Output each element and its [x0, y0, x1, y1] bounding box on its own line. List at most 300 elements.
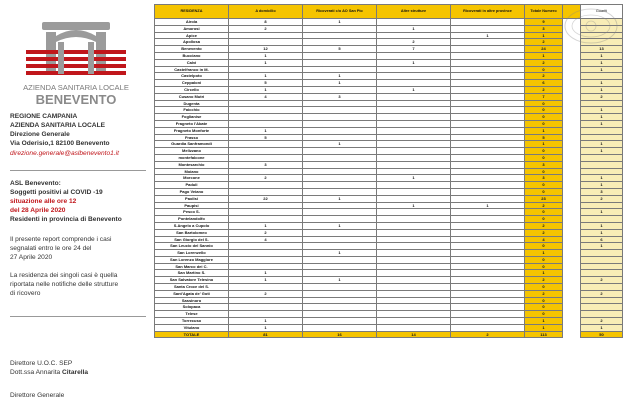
value-cell	[377, 80, 451, 87]
spacer-cell	[563, 284, 581, 291]
value-cell	[229, 304, 303, 311]
value-cell: 2	[451, 331, 525, 338]
value-cell	[377, 148, 451, 155]
table-row	[155, 277, 623, 284]
direzione-label: Direzione Generale	[10, 131, 70, 138]
guariti-cell	[581, 311, 623, 318]
value-cell	[377, 168, 451, 175]
value-cell	[229, 141, 303, 148]
value-cell	[451, 236, 525, 243]
spacer-cell	[563, 161, 581, 168]
residence-cell: San Martino S.	[155, 270, 229, 277]
value-cell: 2	[229, 25, 303, 32]
value-cell	[303, 236, 377, 243]
value-cell	[303, 161, 377, 168]
table-row	[155, 270, 623, 277]
residence-cell: Amorosi	[155, 25, 229, 32]
residence-cell: Morcone	[155, 175, 229, 182]
value-cell	[377, 256, 451, 263]
value-cell	[451, 134, 525, 141]
value-cell: 22	[229, 195, 303, 202]
guariti-cell: 2	[581, 290, 623, 297]
asl-name: AZIENDA SANITARIA LOCALE	[10, 122, 105, 129]
value-cell	[377, 188, 451, 195]
report-note-line-2: segnalati entro le ore 24 del	[10, 245, 92, 252]
value-cell	[377, 324, 451, 331]
value-cell	[377, 222, 451, 229]
table-row	[155, 52, 623, 59]
value-cell	[303, 59, 377, 66]
value-cell	[229, 107, 303, 114]
value-cell	[451, 188, 525, 195]
guariti-cell: 3	[581, 188, 623, 195]
spacer-cell	[563, 311, 581, 318]
value-cell	[303, 243, 377, 250]
value-cell	[303, 284, 377, 291]
logo-text-bottom: BENEVENTO	[35, 92, 117, 107]
value-cell	[451, 175, 525, 182]
value-cell	[377, 297, 451, 304]
table-row	[155, 100, 623, 107]
value-cell	[229, 216, 303, 223]
report-title-2: Soggetti positivi al COVID -19	[10, 189, 103, 196]
value-cell	[377, 93, 451, 100]
value-cell	[229, 148, 303, 155]
value-cell	[229, 182, 303, 189]
value-cell	[303, 270, 377, 277]
value-cell	[377, 229, 451, 236]
guariti-cell: 1	[581, 114, 623, 121]
residence-cell: Frasso	[155, 134, 229, 141]
value-cell	[377, 290, 451, 297]
table-row	[155, 188, 623, 195]
value-cell	[303, 324, 377, 331]
spacer-cell	[563, 195, 581, 202]
table-row	[155, 114, 623, 121]
guariti-cell	[581, 297, 623, 304]
column-header: Guariti	[581, 5, 623, 19]
guariti-cell: 13	[581, 46, 623, 53]
residence-cell: Airola	[155, 19, 229, 26]
value-cell	[303, 120, 377, 127]
value-cell	[377, 263, 451, 270]
total-cell: 1	[525, 324, 563, 331]
spacer-cell	[563, 80, 581, 87]
residence-cell: TOTALE	[155, 331, 229, 338]
value-cell	[451, 148, 525, 155]
residence-cell: San Lorenzo Maggiore	[155, 256, 229, 263]
guariti-cell	[581, 304, 623, 311]
value-cell	[303, 114, 377, 121]
residence-cell: Apice	[155, 32, 229, 39]
value-cell: 1	[377, 86, 451, 93]
value-cell	[451, 318, 525, 325]
guariti-cell: 1	[581, 324, 623, 331]
table-row	[155, 107, 623, 114]
total-cell: 113	[525, 331, 563, 338]
value-cell: 2	[229, 290, 303, 297]
spacer-cell	[563, 120, 581, 127]
email-link[interactable]: direzione.generale@aslbenevento1.it	[10, 150, 119, 157]
guariti-cell: 1	[581, 52, 623, 59]
residence-note-line-1: La residenza dei singoli casi è quella	[10, 272, 118, 279]
value-cell	[303, 216, 377, 223]
spacer-cell	[563, 141, 581, 148]
value-cell: 1	[229, 52, 303, 59]
value-cell	[303, 127, 377, 134]
spacer-cell	[563, 297, 581, 304]
value-cell	[377, 195, 451, 202]
logo-text-top: AZIENDA SANITARIA LOCALE	[23, 83, 129, 92]
value-cell	[451, 59, 525, 66]
guariti-cell: 1	[581, 141, 623, 148]
total-cell: 3	[525, 161, 563, 168]
total-cell: 23	[525, 195, 563, 202]
guariti-cell: 1	[581, 107, 623, 114]
spacer-cell	[563, 236, 581, 243]
value-cell	[451, 52, 525, 59]
total-cell: 4	[525, 236, 563, 243]
guariti-cell: 2	[581, 277, 623, 284]
table-row	[155, 73, 623, 80]
table-row	[155, 297, 623, 304]
table-row	[155, 59, 623, 66]
guariti-cell	[581, 270, 623, 277]
value-cell	[377, 216, 451, 223]
value-cell	[377, 236, 451, 243]
residence-cell: Fragneto l'Abate	[155, 120, 229, 127]
value-cell	[303, 134, 377, 141]
spacer-cell	[563, 188, 581, 195]
total-cell: 0	[525, 209, 563, 216]
guariti-cell: 2	[581, 93, 623, 100]
value-cell	[303, 256, 377, 263]
value-cell	[229, 297, 303, 304]
value-cell	[451, 277, 525, 284]
value-cell: 1	[377, 202, 451, 209]
value-cell	[451, 290, 525, 297]
table-row	[155, 93, 623, 100]
total-cell: 1	[525, 32, 563, 39]
value-cell	[377, 100, 451, 107]
table-header-row	[155, 5, 623, 19]
report-title-1: ASL Benevento:	[10, 180, 61, 187]
table-row	[155, 168, 623, 175]
spacer-cell	[563, 202, 581, 209]
residence-cell: Pesco S.	[155, 209, 229, 216]
residence-cell: Foglianise	[155, 114, 229, 121]
value-cell: 1	[229, 277, 303, 284]
value-cell: 8	[229, 19, 303, 26]
value-cell	[451, 73, 525, 80]
total-cell: 3	[525, 25, 563, 32]
residence-cell: Montesarchio	[155, 161, 229, 168]
value-cell	[303, 154, 377, 161]
value-cell	[377, 107, 451, 114]
guariti-cell	[581, 284, 623, 291]
value-cell	[229, 39, 303, 46]
asl-logo	[6, 6, 146, 110]
value-cell: 1	[229, 270, 303, 277]
value-cell	[451, 222, 525, 229]
value-cell	[451, 216, 525, 223]
value-cell	[229, 209, 303, 216]
value-cell	[377, 284, 451, 291]
table-row	[155, 127, 623, 134]
value-cell: 4	[229, 236, 303, 243]
residence-cell: Benevento	[155, 46, 229, 53]
value-cell	[303, 86, 377, 93]
value-cell	[303, 311, 377, 318]
residence-cell: Paolisi	[155, 195, 229, 202]
guariti-cell: 1	[581, 209, 623, 216]
guariti-cell	[581, 168, 623, 175]
total-cell: 1	[525, 141, 563, 148]
total-cell: 2	[525, 290, 563, 297]
residence-cell: San Leucio del Sannio	[155, 243, 229, 250]
residence-cell: Castelpoto	[155, 73, 229, 80]
value-cell: 1	[229, 324, 303, 331]
value-cell: 1	[451, 32, 525, 39]
value-cell	[377, 66, 451, 73]
spacer-cell	[563, 229, 581, 236]
table-row	[155, 324, 623, 331]
residence-cell: Fragneto Monforte	[155, 127, 229, 134]
residence-cell: montefalcone	[155, 154, 229, 161]
value-cell	[377, 32, 451, 39]
report-note-line-3: 27 Aprile 2020	[10, 254, 53, 261]
table-row	[155, 182, 623, 189]
residence-cell: Solopaca	[155, 304, 229, 311]
value-cell	[229, 66, 303, 73]
value-cell	[377, 120, 451, 127]
total-cell: 2	[525, 222, 563, 229]
total-cell: 2	[525, 277, 563, 284]
value-cell	[451, 250, 525, 257]
value-cell	[451, 25, 525, 32]
value-cell	[377, 304, 451, 311]
residence-cell: San Lorenzello	[155, 250, 229, 257]
spacer-cell	[563, 318, 581, 325]
total-cell: 6	[525, 80, 563, 87]
residence-cell: Bucciano	[155, 52, 229, 59]
value-cell	[451, 297, 525, 304]
value-cell	[451, 229, 525, 236]
value-cell	[229, 284, 303, 291]
value-cell	[303, 182, 377, 189]
value-cell: 2	[229, 175, 303, 182]
value-cell	[377, 114, 451, 121]
total-cell: 1	[525, 270, 563, 277]
value-cell	[377, 19, 451, 26]
value-cell: 1	[229, 86, 303, 93]
guariti-cell: 1	[581, 175, 623, 182]
value-cell	[451, 270, 525, 277]
total-cell: 5	[525, 134, 563, 141]
value-cell	[229, 243, 303, 250]
table-row	[155, 236, 623, 243]
total-cell: 1	[525, 127, 563, 134]
value-cell	[303, 39, 377, 46]
table-row	[155, 39, 623, 46]
spacer-cell	[563, 209, 581, 216]
value-cell	[451, 154, 525, 161]
spacer-cell	[563, 66, 581, 73]
value-cell	[377, 270, 451, 277]
value-cell	[451, 304, 525, 311]
table-row	[155, 154, 623, 161]
table-row	[155, 66, 623, 73]
guariti-cell	[581, 127, 623, 134]
value-cell	[229, 168, 303, 175]
spacer-cell	[563, 222, 581, 229]
total-cell: 0	[525, 216, 563, 223]
column-header: Altre strutture	[377, 5, 451, 19]
value-cell	[451, 168, 525, 175]
guariti-cell: 1	[581, 80, 623, 87]
value-cell	[377, 161, 451, 168]
value-cell	[451, 263, 525, 270]
spacer-cell	[563, 134, 581, 141]
guariti-cell	[581, 154, 623, 161]
column-header: Ricoverati c/o AO San Pio	[303, 5, 377, 19]
table-row	[155, 311, 623, 318]
residence-cell: Sassinoro	[155, 297, 229, 304]
value-cell	[303, 175, 377, 182]
value-cell: 1	[303, 250, 377, 257]
value-cell	[229, 154, 303, 161]
value-cell: 5	[229, 80, 303, 87]
value-cell	[451, 324, 525, 331]
spacer-cell	[563, 304, 581, 311]
value-cell	[377, 311, 451, 318]
signature-name: Dott.ssa Annarita Citarella	[10, 369, 89, 376]
report-date-1: situazione alle ore 12	[10, 198, 77, 205]
total-cell: 1	[525, 52, 563, 59]
total-cell: 0	[525, 107, 563, 114]
value-cell	[303, 229, 377, 236]
table-row	[155, 318, 623, 325]
region-name: REGIONE CAMPANIA	[10, 113, 78, 120]
value-cell	[451, 256, 525, 263]
value-cell	[451, 195, 525, 202]
value-cell	[451, 100, 525, 107]
value-cell: 1	[377, 175, 451, 182]
value-cell: 1	[229, 222, 303, 229]
divider	[10, 170, 146, 171]
total-cell: 2	[525, 229, 563, 236]
value-cell	[303, 297, 377, 304]
total-cell: 0	[525, 284, 563, 291]
value-cell	[229, 32, 303, 39]
guariti-cell: 1	[581, 86, 623, 93]
value-cell: 3	[229, 161, 303, 168]
value-cell	[451, 182, 525, 189]
table-row	[155, 263, 623, 270]
residence-cell: San Salvatore Telesino	[155, 277, 229, 284]
value-cell	[303, 168, 377, 175]
table-row	[155, 148, 623, 155]
value-cell	[377, 250, 451, 257]
spacer-cell	[563, 216, 581, 223]
total-cell: 24	[525, 46, 563, 53]
value-cell: 2	[377, 39, 451, 46]
spacer-cell	[563, 270, 581, 277]
residence-cell: Torrecuso	[155, 318, 229, 325]
left-info-panel	[0, 0, 152, 400]
spacer-cell	[563, 73, 581, 80]
value-cell	[229, 100, 303, 107]
table-row	[155, 250, 623, 257]
value-cell	[451, 80, 525, 87]
table-row	[155, 120, 623, 127]
guariti-cell	[581, 202, 623, 209]
guariti-cell: 6	[581, 236, 623, 243]
value-cell	[451, 107, 525, 114]
residence-cell: Sant'Agata de' Goti	[155, 290, 229, 297]
guariti-cell: 2	[581, 195, 623, 202]
total-cell: 0	[525, 311, 563, 318]
total-cell: 3	[525, 175, 563, 182]
value-cell	[377, 141, 451, 148]
residence-cell: Santa Croce del S.	[155, 284, 229, 291]
spacer-cell	[563, 59, 581, 66]
total-cell: 0	[525, 256, 563, 263]
report-date-2: del 28 Aprile 2020	[10, 207, 66, 214]
total-row	[155, 331, 623, 338]
residence-cell: San Marco dei C.	[155, 263, 229, 270]
guariti-cell	[581, 134, 623, 141]
column-header: A domicilio	[229, 5, 303, 19]
table-row	[155, 229, 623, 236]
value-cell	[451, 284, 525, 291]
value-cell: 1	[303, 73, 377, 80]
value-cell	[229, 188, 303, 195]
value-cell: 1	[303, 277, 377, 284]
value-cell	[303, 209, 377, 216]
residence-cell: Paduli	[155, 182, 229, 189]
value-cell	[229, 250, 303, 257]
value-cell	[303, 100, 377, 107]
value-cell	[451, 127, 525, 134]
value-cell	[303, 66, 377, 73]
value-cell	[303, 290, 377, 297]
value-cell	[303, 188, 377, 195]
spacer-cell	[563, 331, 581, 338]
table-row	[155, 46, 623, 53]
residence-cell: Guardia Sanframondi	[155, 141, 229, 148]
total-cell: 0	[525, 304, 563, 311]
spacer-cell	[563, 168, 581, 175]
column-header: Totale Numero	[525, 5, 563, 19]
total-cell: 1	[525, 318, 563, 325]
value-cell	[451, 209, 525, 216]
table-row	[155, 304, 623, 311]
divider	[10, 316, 146, 317]
covid-table-panel	[154, 4, 622, 338]
residence-cell: Pontelandolfo	[155, 216, 229, 223]
total-cell: 0	[525, 120, 563, 127]
value-cell	[451, 39, 525, 46]
report-note-line-1: Il presente report comprende i casi	[10, 236, 112, 243]
spacer-cell	[563, 127, 581, 134]
spacer-cell	[563, 46, 581, 53]
guariti-cell	[581, 100, 623, 107]
guariti-cell: 2	[581, 318, 623, 325]
residence-cell: Calvi	[155, 59, 229, 66]
value-cell	[377, 52, 451, 59]
value-cell	[451, 86, 525, 93]
